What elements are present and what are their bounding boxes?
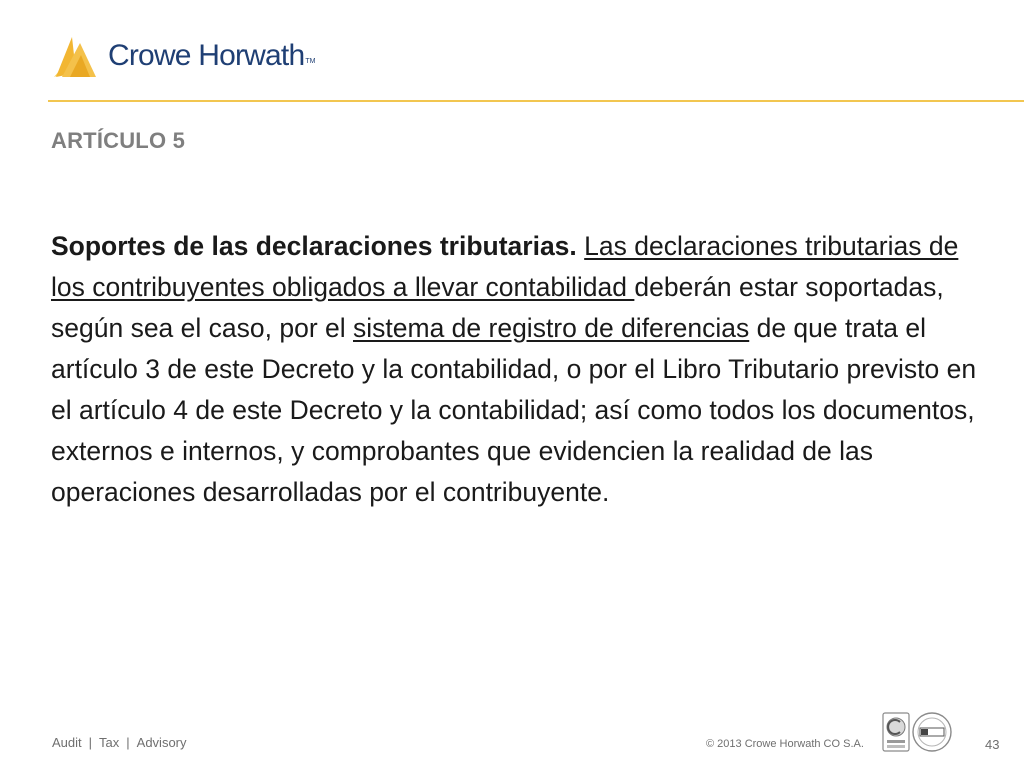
article-underlined-phrase-2: sistema de registro de diferencias	[353, 313, 750, 343]
article-underlined-phrase-1: Las declaraciones tributarias de los contribuyentes obligados a llevar contabilidad	[51, 231, 959, 302]
iqnet-certification-seal-icon	[911, 712, 953, 752]
iso-9001-certification-icon	[882, 712, 910, 752]
section-title: ARTÍCULO 5	[51, 128, 185, 153]
article-body	[51, 226, 981, 513]
article-text-2: de que trata el artículo 3 de este Decreto y la contabilidad, o por el Libro Tributario previsto en el artículo 4 de este Decreto y la contabilidad; así como todos los documentos, externos e internos, y comprobantes que evidencien la realidad de las operaciones desarrolladas por el contribuyente.	[51, 313, 977, 507]
page-number: 43	[985, 737, 1000, 752]
crowe-horwath-logo	[50, 33, 315, 79]
brand-name: Crowe Horwath	[108, 39, 305, 72]
header-divider	[48, 100, 1024, 102]
crowe-horwath-flame-icon	[50, 33, 100, 79]
article-text-1: deberán estar soportadas, según sea el caso, por el	[51, 272, 944, 343]
footer-copyright: © 2013 Crowe Horwath CO S.A.	[706, 738, 864, 750]
footer-separator: |	[88, 735, 93, 750]
footer-tax: Tax	[99, 735, 120, 750]
footer-advisory: Advisory	[136, 735, 187, 750]
footer-separator: |	[126, 735, 130, 750]
footer-audit: Audit	[52, 735, 82, 750]
footer-services	[52, 735, 187, 750]
trademark-symbol: TM	[305, 58, 316, 65]
article-lead: Soportes de las declaraciones tributarias.	[51, 231, 577, 261]
